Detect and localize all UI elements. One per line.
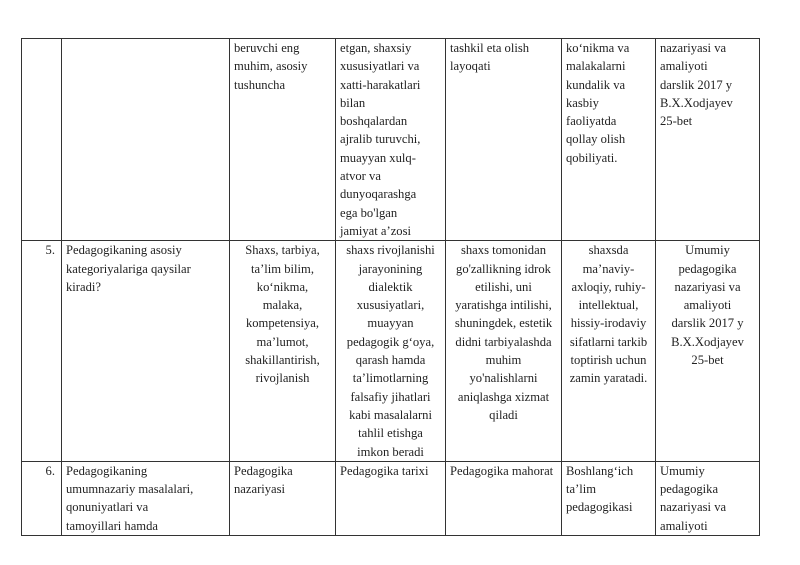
- answer-cell: [230, 39, 336, 241]
- cell-line: Pedagogika: [234, 463, 293, 478]
- option-c-cell: [446, 461, 562, 535]
- cell-line: 25-bet: [691, 353, 724, 368]
- cell-line: etilishi, uni: [475, 279, 532, 294]
- cell-line: shuningdek, estetik: [454, 316, 553, 331]
- cell-line: nazariyasi va: [660, 500, 727, 515]
- cell-line: ko‘nikma,: [256, 279, 309, 294]
- cell-line: aniqlashga xizmat: [457, 389, 550, 404]
- table-row: [22, 461, 760, 535]
- cell-line: kategoriyalariga qaysilar: [66, 261, 191, 276]
- questions-table: [21, 38, 760, 536]
- row-number: 5.: [22, 241, 62, 462]
- cell-line: ma’lumot,: [256, 334, 309, 349]
- cell-line: shaxsda: [588, 243, 629, 258]
- question-cell: [62, 461, 230, 535]
- cell-line: Boshlang‘ich: [566, 463, 634, 478]
- answer-cell: [230, 461, 336, 535]
- cell-line: malakalarni: [566, 59, 626, 74]
- cell-line: B.X.Xodjayev: [671, 334, 744, 349]
- cell-line: qollay olish: [566, 132, 626, 147]
- table-row: [22, 39, 760, 241]
- cell-line: 25-bet: [660, 114, 693, 129]
- cell-line: nazariyasi: [234, 482, 286, 497]
- cell-line: shaxs tomonidan: [460, 243, 546, 258]
- cell-line: Pedagogika tarixi: [340, 463, 429, 478]
- cell-line: pedagogika: [678, 261, 737, 276]
- cell-line: nazariyasi va: [660, 41, 727, 55]
- option-d-cell: [562, 461, 656, 535]
- cell-line: B.X.Xodjayev: [660, 95, 733, 110]
- cell-line: Shaxs, tarbiya,: [245, 243, 320, 258]
- cell-line: malaka,: [262, 298, 303, 313]
- cell-line: ta’lim: [566, 482, 597, 497]
- cell-line: yo'nalishlarni: [469, 371, 538, 386]
- option-c-cell: [446, 241, 562, 462]
- cell-line: atvor va: [340, 169, 381, 184]
- option-c-cell: [446, 39, 562, 241]
- cell-line: xususiyatlari va: [340, 59, 420, 74]
- cell-line: beruvchi eng: [234, 41, 300, 55]
- cell-line: imkon beradi: [357, 444, 424, 459]
- cell-line: Umumiy: [660, 463, 705, 478]
- cell-line: qarash hamda: [355, 353, 426, 368]
- cell-line: muhim: [485, 353, 522, 368]
- cell-line: pedagogik g‘oya,: [346, 334, 435, 349]
- cell-line: ega bo'lgan: [340, 205, 398, 220]
- cell-line: xatti-harakatlari: [340, 77, 421, 92]
- cell-line: bilan: [340, 95, 366, 110]
- cell-line: tamoyillari hamda: [66, 518, 158, 533]
- cell-line: ma’naviy-: [582, 261, 635, 276]
- cell-line: muhim, asosiy: [234, 59, 308, 74]
- cell-line: jarayonining: [358, 261, 423, 276]
- option-b-cell: [336, 461, 446, 535]
- cell-line: kiradi?: [66, 279, 101, 294]
- source-cell: [656, 461, 760, 535]
- cell-line: etgan, shaxsiy: [340, 41, 412, 55]
- cell-line: xususiyatlari,: [356, 298, 425, 313]
- option-d-cell: [562, 241, 656, 462]
- cell-line: ajralib turuvchi,: [340, 132, 421, 147]
- cell-line: shakillantirish,: [245, 353, 320, 368]
- cell-line: yaratishga intilishi,: [455, 298, 552, 313]
- cell-line: intellektual,: [578, 298, 639, 313]
- cell-line: boshqalardan: [340, 114, 408, 129]
- source-cell: [656, 39, 760, 241]
- cell-line: ta’lim bilim,: [251, 261, 314, 276]
- cell-line: tushuncha: [234, 77, 286, 92]
- cell-line: Pedagogika mahorat: [450, 463, 554, 478]
- cell-line: shaxs rivojlanishi: [346, 243, 435, 258]
- cell-line: layoqati: [450, 59, 491, 74]
- option-b-cell: [336, 39, 446, 241]
- cell-line: dialektik: [368, 279, 413, 294]
- cell-line: amaliyoti: [660, 518, 708, 533]
- cell-line: muayyan xulq-: [340, 150, 416, 165]
- cell-line: pedagogikasi: [566, 500, 633, 515]
- cell-line: muayyan: [367, 316, 414, 331]
- cell-line: Pedagogikaning asosiy: [66, 243, 182, 258]
- question-cell: [62, 39, 230, 241]
- table-row: [22, 241, 760, 462]
- cell-line: kabi masalalarni: [349, 407, 432, 422]
- cell-line: Umumiy: [685, 243, 730, 258]
- row-number: 6.: [22, 461, 62, 535]
- cell-line: rivojlanish: [255, 371, 310, 386]
- source-cell: [656, 241, 760, 462]
- cell-line: falsafiy jihatlari: [350, 389, 431, 404]
- cell-line: qobiliyati.: [566, 150, 618, 165]
- question-cell: [62, 241, 230, 462]
- cell-line: amaliyoti: [660, 59, 708, 74]
- cell-line: kasbiy: [566, 95, 599, 110]
- answer-cell: [230, 241, 336, 462]
- cell-line: zamin yaratadi.: [569, 371, 648, 386]
- cell-line: darslik 2017 y: [660, 77, 733, 92]
- option-d-cell: [562, 39, 656, 241]
- cell-line: umumnazariy masalalari,: [66, 482, 194, 497]
- cell-line: darslik 2017 y: [671, 316, 744, 331]
- cell-line: ta’limotlarning: [352, 371, 429, 386]
- cell-line: hissiy-irodaviy: [570, 316, 647, 331]
- cell-line: faoliyatda: [566, 114, 617, 129]
- cell-line: ko‘nikma va: [566, 41, 630, 55]
- cell-line: nazariyasi va: [674, 279, 741, 294]
- cell-line: didni tarbiyalashda: [455, 334, 552, 349]
- cell-line: amaliyoti: [683, 298, 732, 313]
- cell-line: kundalik va: [566, 77, 626, 92]
- cell-line: Pedagogikaning: [66, 463, 148, 478]
- cell-line: pedagogika: [660, 482, 719, 497]
- cell-line: kompetensiya,: [245, 316, 320, 331]
- cell-line: tahlil etishga: [358, 426, 423, 441]
- cell-line: dunyoqarashga: [340, 187, 417, 202]
- row-number: [22, 39, 62, 241]
- cell-line: tashkil eta olish: [450, 41, 530, 55]
- option-b-cell: [336, 241, 446, 462]
- cell-line: qiladi: [489, 407, 518, 422]
- cell-line: axloqiy, ruhiy-: [571, 279, 646, 294]
- cell-line: toptirish uchun: [570, 353, 647, 368]
- cell-line: jamiyat a’zosi: [340, 223, 411, 238]
- cell-line: sifatlarni tarkib: [569, 334, 648, 349]
- cell-line: go'zallikning idrok: [456, 261, 551, 276]
- cell-line: qonuniyatlari va: [66, 500, 149, 515]
